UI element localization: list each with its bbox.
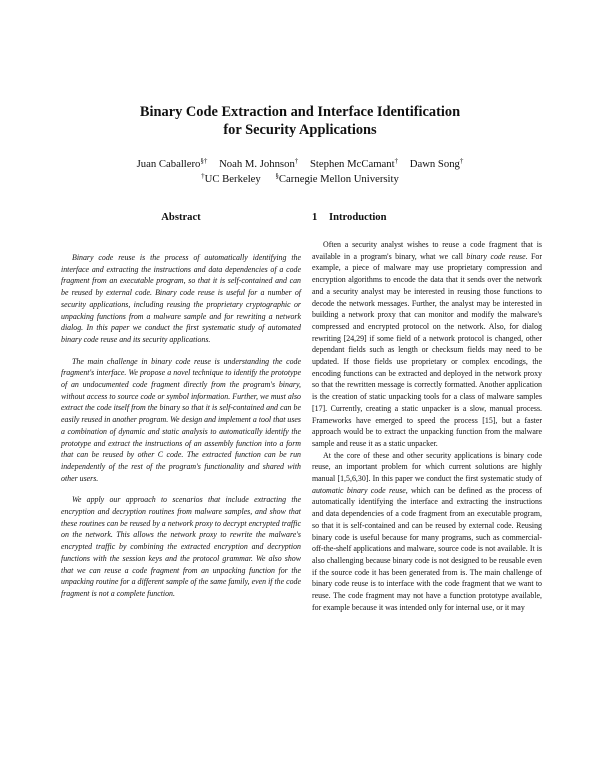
- abstract-heading: Abstract: [161, 212, 201, 223]
- right-column: [312, 210, 542, 614]
- affiliation-mark: §: [275, 172, 279, 180]
- affiliation-name: UC Berkeley: [204, 173, 261, 185]
- author-affiliation-mark: §†: [200, 157, 208, 165]
- author-affiliation-mark: †: [459, 157, 464, 165]
- abstract-paragraph: The main challenge in binary code reuse is understanding the code fragment's interface. We propose a novel technique to identify the prototype of an undocumented code fragment directly from the program's binary, without access to source code or symbol information. Further, we must also extract the code itself from the binary so that it is self-contained and can be easily reused in another program. We design and implement a tool that uses a combination of dynamic and static analysis to automatically identify the prototype and extract the instructions of an assembly function into a form that can be reused by other C code. The extracted function can be run independently of the rest of the program's functionality and shared with other users.: [61, 356, 301, 483]
- abstract-body: [61, 252, 301, 600]
- paper-title: [0, 103, 600, 139]
- body-text: At the core of these and other security applications is binary code reuse, an important problem for which current solutions are highly manual [1,5,6,30]. In this paper we conduct the first systematic study of: [312, 450, 542, 484]
- section-number: 1: [312, 212, 318, 223]
- title-line-1: Binary Code Extraction and Interface Identification: [139, 104, 461, 120]
- body-text: , which can be defined as the process of automatically identifying the interface and extracting the instructions and data dependencies of a code fragment from an executable program, so that it is self-contained and can be reused by external code. Reusing binary code is useful because for many programs, such as commercial-off-the-shelf applications and malware, source code is not available. It is also challenging because binary code is not designed to be reusable even if the source code it has been generated from is. The main challenge of binary code reuse is to interface with the code fragment that we want to reuse. The code fragment may not have a function prototype available, for example because it was intended only for internal use, or it may: [312, 485, 542, 612]
- author-name: Stephen McCamant: [309, 158, 395, 170]
- affiliation-mark: †: [201, 172, 205, 180]
- title-line-2: for Security Applications: [223, 122, 377, 138]
- abstract-paragraph: Binary code reuse is the process of automatically identifying the interface and extracting the instructions and data dependencies of a code fragment from an executable program, so that it is self-contained and can be reused by external code. Binary code reuse is useful for a number of security applications, including reusing the proprietary cryptographic or unpacking functions from a malware sample and for rewriting a network dialog. In this paper we conduct the first systematic study of automated binary code reuse and its security applications.: [61, 253, 301, 344]
- author-affiliation-mark: †: [294, 157, 299, 165]
- section-title: Introduction: [329, 212, 387, 223]
- introduction-body: [312, 239, 542, 614]
- affiliation-name: Carnegie Mellon University: [278, 173, 399, 185]
- affiliation-list: [0, 172, 600, 187]
- author-affiliation-mark: †: [394, 157, 399, 165]
- left-column: [61, 210, 301, 610]
- author-name: Noah M. Johnson: [219, 158, 295, 170]
- abstract-paragraph: We apply our approach to scenarios that include extracting the encryption and decryption routines from malware samples, and show that these routines can be reused by a network proxy to decrypt encrypted traffic on the network. This allows the network proxy to rewrite the malware's encrypted traffic by combining the extracted encryption and decryption functions with the session keys and the protocol grammar. We also show that we can reuse a code fragment from an unpacking function for the unpacking routine for a different sample of the same family, even if the code fragment is not a complete function.: [61, 495, 301, 598]
- section-heading: [312, 210, 542, 226]
- author-name: Dawn Song: [409, 158, 460, 170]
- author-name: Juan Caballero: [136, 158, 201, 170]
- body-text: Often a security analyst wishes to reuse a code fragment that is available in a program's binary, what we call: [312, 240, 542, 261]
- author-list: [0, 157, 600, 172]
- emphasized-term: automatic binary code reuse: [312, 485, 406, 495]
- body-paragraph: [312, 450, 542, 614]
- body-text: . For example, a piece of malware may use proprietary compression and encryption algorithms to encode the data that it sends over the network and a security analyst may be interested in reusing those functions to decode the network messages. Further, the analyst may be interested in building a network proxy that can monitor and modify the malware's compressed and encrypted protocol on the network. Also, for dialog rewriting [24,29] if some field of a network protocol is changed, other dependant fields such as length or checksum fields may need to be updated. If those fields use proprietary or complex encodings, the encoding functions can be extracted and deployed in the network proxy so that the rewritten message is correctly formatted. Another application is the creation of static unpacking tools for a class of malware samples [17]. Currently, creating a static unpacker is a slow, manual process. Frameworks have emerged to speed the process [15], but a faster approach would be to extract the unpacking function from the malware sample and reuse it as a static unpacker.: [312, 251, 542, 448]
- emphasized-term: binary code reuse: [466, 251, 526, 261]
- body-paragraph: [312, 239, 542, 450]
